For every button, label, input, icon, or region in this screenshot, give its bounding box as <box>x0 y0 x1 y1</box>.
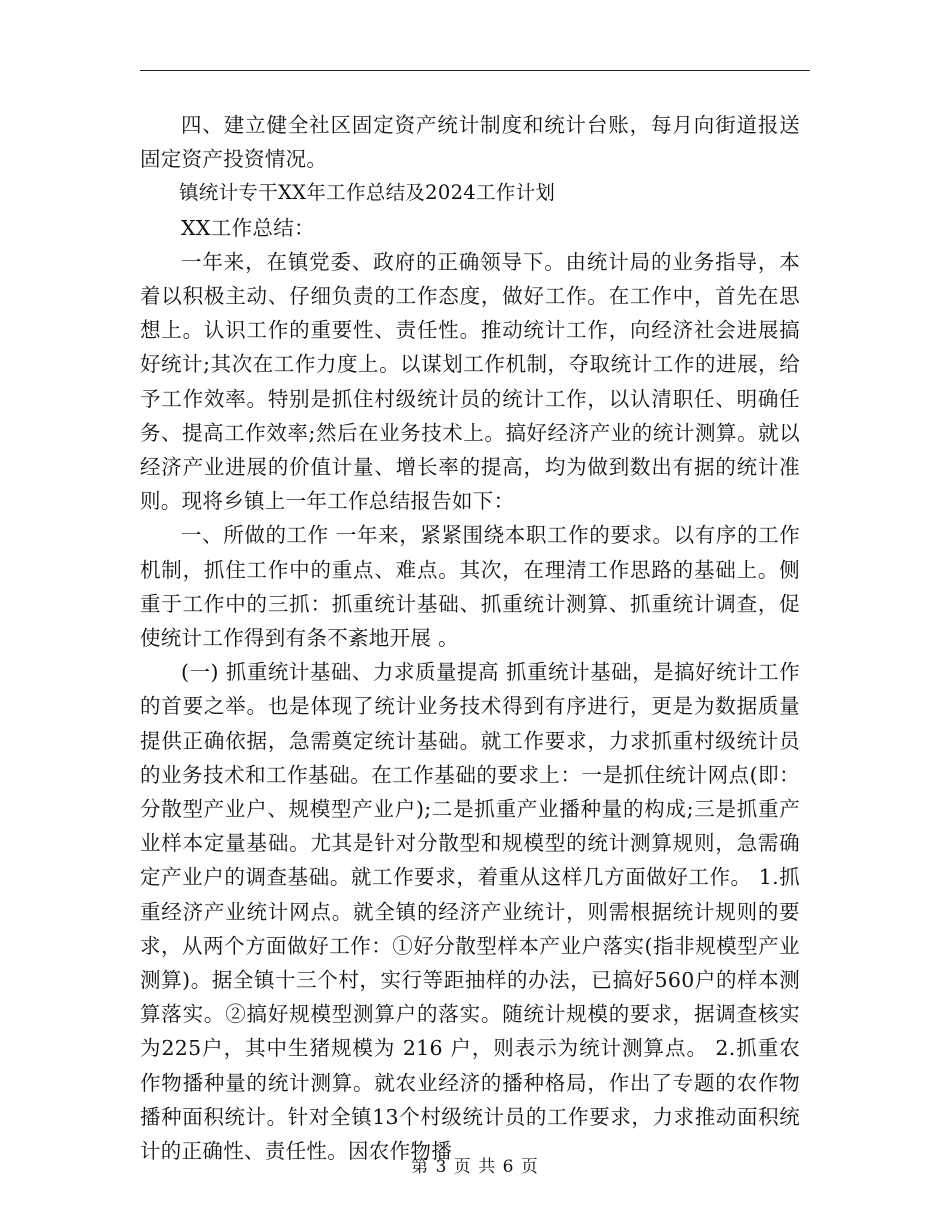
paragraph-statistics-basis: (一) 抓重统计基础、力求质量提高 抓重统计基础，是搞好统计工作的首要之举。也是体现了统计业务技术得到有序进行，更是为数据质量提供正确依据，急需奠定统计基础。就工作要求，力求抓重村级统计员的业务技术和工作基础。在工作基础的要求上：一是抓住统计网点(即：分散型产业户、规模型产业户);二是抓重产业播种量的构成;三是抓重产业样本定量基础。尤其是针对分散型和规模型的统计测算规则，急需确定产业户的调查基础。就工作要求，着重从这样几方面做好工作。 1.抓重经济产业统计网点。就全镇的经济产业统计，则需根据统计规则的要求，从两个方面做好工作：①好分散型样本产业户落实(指非规模型产业测算)。据全镇十三个村，实行等距抽样的办法，已搞好560户的样本测算落实。②搞好规模型测算户的落实。随统计规模的要求，据调查核实为225户，其中生猪规模为 216 户，则表示为统计测算点。 2.抓重农作物播种量的统计测算。就农业经济的播种格局，作出了专题的农作物播种面积统计。针对全镇13个村级统计员的工作要求，力求推动面积统计的正确性、责任性。因农作物播 <box>140 660 800 1164</box>
section-heading-summary: XX工作总结： <box>181 215 315 240</box>
document-title: 镇统计专干XX年工作总结及2024工作计划 <box>179 181 556 205</box>
paragraph-work-done: 一、所做的工作 一年来，紧紧围绕本职工作的要求。以有序的工作机制，抓住工作中的重点、难点。其次，在理清工作思路的基础上。侧重于工作中的三抓：抓重统计基础、抓重统计测算、抓重统计调查，促使统计工作得到有条不紊地开展 。 <box>140 523 800 651</box>
paragraph-intro: 一年来，在镇党委、政府的正确领导下。由统计局的业务指导，本着以积极主动、仔细负责的工作态度，做好工作。在工作中，首先在思想上。认识工作的重要性、责任性。推动统计工作，向经济社会进展搞好统计;其次在工作力度上。以谋划工作机制，夺取统计工作的进展，给予工作效率。特别是抓住村级统计员的统计工作，以认清职任、明确任务、提高工作效率;然后在业务技术上。搞好经济产业的统计测算。就以经济产业进展的价值计量、增长率的提高，均为做到数出有据的统计准则。现将乡镇上一年工作总结报告如下： <box>140 249 800 514</box>
page-number: 第 3 页 共 6 页 <box>411 1157 539 1177</box>
header-divider <box>140 70 810 71</box>
document-body <box>140 108 800 1168</box>
paragraph-asset-reporting: 四、建立健全社区固定资产统计制度和统计台账，每月向街道报送固定资产投资情况。 <box>140 113 800 172</box>
